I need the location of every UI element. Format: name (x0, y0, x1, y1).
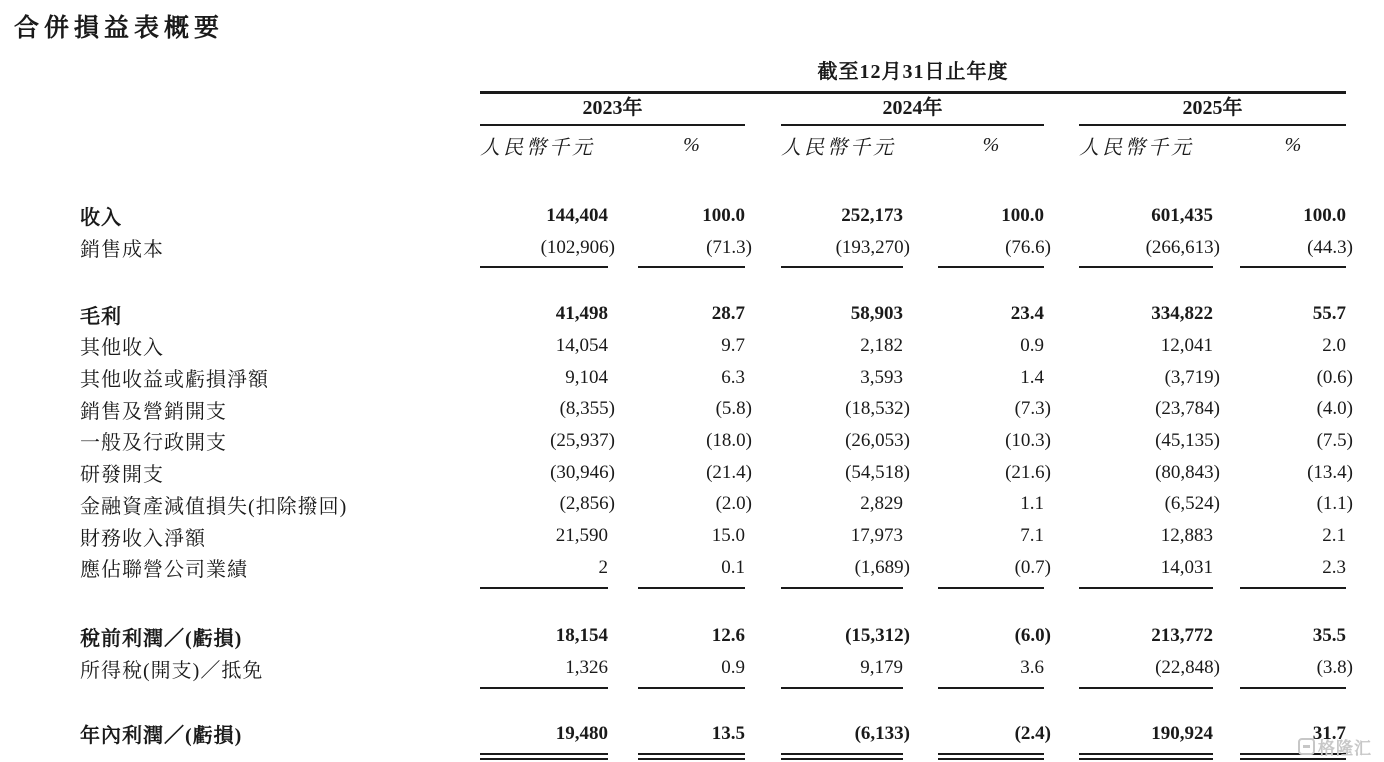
cell-value: (8,355) (559, 398, 615, 420)
cell-value: 28.7 (711, 303, 745, 325)
single-rule (638, 587, 745, 591)
period-span-header: 截至12月31日止年度 (480, 55, 1346, 94)
table-body (80, 200, 1353, 760)
single-rule (938, 587, 1044, 591)
single-rule-row (80, 266, 1346, 270)
double-rule (480, 753, 608, 760)
watermark-text: 格隆汇 (1318, 739, 1372, 758)
single-rule (781, 266, 903, 270)
table-span-header-row (80, 60, 1346, 94)
single-rule (480, 266, 608, 270)
table-column-header-row (80, 126, 1346, 160)
cell-value: 100.0 (702, 204, 745, 226)
cell-value: 23.4 (1010, 303, 1044, 325)
cell-value: 1.1 (1020, 493, 1044, 515)
cell-value: 190,924 (1151, 722, 1213, 744)
cell-value: (2,856) (559, 493, 615, 515)
cell-value: (6,524) (1164, 493, 1220, 515)
rule-spacer (80, 266, 480, 270)
cell-value: 9.7 (721, 334, 745, 356)
cell-value: 213,772 (1151, 625, 1213, 647)
double-rule-row (80, 753, 1346, 760)
single-rule (1079, 266, 1213, 270)
cell-value: 2.3 (1322, 556, 1346, 578)
cell-value: 100.0 (1303, 204, 1346, 226)
row-label: 稅前利潤／(虧損) (80, 627, 243, 650)
table-row (80, 520, 1346, 552)
cell-value: 18,154 (555, 625, 608, 647)
single-rule (1240, 687, 1346, 691)
cell-value: 2,829 (860, 493, 903, 515)
row-label: 財務收入淨額 (80, 527, 206, 550)
cell-value: (71.3) (706, 236, 752, 258)
single-rule (480, 587, 608, 591)
cell-value: (193,270) (835, 236, 910, 258)
cell-value: 2.0 (1322, 334, 1346, 356)
table-row (80, 652, 1353, 684)
cell-value: 252,173 (841, 204, 903, 226)
cell-value: (6,133) (854, 722, 910, 744)
cell-value: (102,906) (540, 236, 615, 258)
cell-value: 13.5 (711, 722, 745, 744)
cell-value: (23,784) (1155, 398, 1220, 420)
gelonghui-logo-icon (1298, 738, 1315, 755)
cell-value: 21,590 (555, 525, 608, 547)
table-row (80, 425, 1353, 457)
row-label: 金融資產減值損失(扣除撥回) (80, 495, 348, 518)
cell-value: (80,843) (1155, 461, 1220, 483)
row-label: 其他收入 (80, 337, 164, 360)
cell-value: 3.6 (1020, 657, 1044, 679)
table-row (80, 621, 1346, 653)
cell-value: 17,973 (850, 525, 903, 547)
row-label: 收入 (80, 207, 122, 230)
cell-value: (2.4) (1014, 722, 1051, 744)
table-row (80, 552, 1346, 584)
cell-value: (18.0) (706, 429, 752, 451)
cell-value: (44.3) (1307, 236, 1353, 258)
cell-value: (1,689) (854, 556, 910, 578)
cell-value: 9,104 (565, 366, 608, 388)
single-rule-row (80, 687, 1346, 691)
single-rule (1079, 587, 1213, 591)
cell-value: (1.1) (1316, 493, 1353, 515)
cell-value: 19,480 (555, 722, 608, 744)
cell-value: 58,903 (850, 303, 903, 325)
cell-value: 12.6 (711, 625, 745, 647)
cell-value: 9,179 (860, 657, 903, 679)
cell-value: 15.0 (711, 525, 745, 547)
double-rule (638, 753, 745, 760)
percent-header-2025: % (1284, 133, 1302, 156)
double-rule (1079, 753, 1213, 760)
page-title: 合併損益表概要 (14, 15, 225, 42)
cell-value: 12,883 (1160, 525, 1213, 547)
cell-value: (3.8) (1316, 657, 1353, 679)
year-header-2025: 2025年 (1079, 91, 1346, 126)
rule-spacer (80, 687, 480, 691)
income-statement-table (80, 60, 1353, 760)
cell-value: (4.0) (1316, 398, 1353, 420)
cell-value: 41,498 (555, 303, 608, 325)
gelonghui-watermark (1298, 734, 1372, 759)
cell-value: (21.6) (1005, 461, 1051, 483)
cell-value: (54,518) (845, 461, 910, 483)
cell-value: (15,312) (845, 625, 910, 647)
cell-value: (0.6) (1316, 366, 1353, 388)
table-row (80, 457, 1353, 489)
cell-value: 31.7 (1312, 722, 1346, 744)
cell-value: (7.3) (1014, 398, 1051, 420)
single-rule (781, 687, 903, 691)
table-row (80, 330, 1346, 362)
row-label: 一般及行政開支 (80, 432, 227, 455)
single-rule (480, 687, 608, 691)
row-label: 銷售成本 (80, 239, 164, 262)
double-rule (781, 753, 903, 760)
single-rule (781, 587, 903, 591)
percent-header-2023: % (683, 133, 700, 156)
table-row (80, 489, 1353, 521)
single-rule (938, 687, 1044, 691)
single-rule-row (80, 587, 1346, 591)
cell-value: 12,041 (1160, 334, 1213, 356)
unit-header-2024: 人民幣千元 (781, 136, 896, 159)
cell-value: 100.0 (1001, 204, 1044, 226)
single-rule (1240, 587, 1346, 591)
single-rule (638, 266, 745, 270)
table-year-header-row (80, 94, 1346, 126)
cell-value: (22,848) (1155, 657, 1220, 679)
rule-spacer (80, 753, 480, 760)
single-rule (938, 266, 1044, 270)
row-label: 其他收益或虧損淨額 (80, 369, 269, 392)
percent-header-2024: % (982, 133, 1000, 156)
cell-value: 0.1 (721, 556, 745, 578)
cell-value: 0.9 (721, 657, 745, 679)
cell-value: (5.8) (715, 398, 752, 420)
cell-value: 2.1 (1322, 525, 1346, 547)
cell-value: 0.9 (1020, 334, 1044, 356)
double-rule (938, 753, 1044, 760)
row-label: 毛利 (80, 305, 122, 328)
row-label: 銷售及營銷開支 (80, 400, 227, 423)
cell-value: 1,326 (565, 657, 608, 679)
table-row (80, 200, 1346, 232)
cell-value: (7.5) (1316, 429, 1353, 451)
cell-value: 55.7 (1312, 303, 1346, 325)
unit-header-2023: 人民幣千元 (480, 136, 595, 159)
single-rule (1240, 266, 1346, 270)
table-row (80, 393, 1353, 425)
rule-spacer (80, 587, 480, 591)
cell-value: (13.4) (1307, 461, 1353, 483)
unit-header-2025: 人民幣千元 (1079, 136, 1194, 159)
cell-value: (6.0) (1014, 625, 1051, 647)
cell-value: (18,532) (845, 398, 910, 420)
cell-value: 601,435 (1151, 204, 1213, 226)
single-rule (1079, 687, 1213, 691)
cell-value: 14,054 (555, 334, 608, 356)
cell-value: 35.5 (1312, 625, 1346, 647)
table-row (80, 362, 1353, 394)
row-label: 所得稅(開支)／抵免 (80, 659, 264, 682)
cell-value: (21.4) (706, 461, 752, 483)
cell-value: (10.3) (1005, 429, 1051, 451)
cell-value: 334,822 (1151, 303, 1213, 325)
cell-value: 2,182 (860, 334, 903, 356)
table-row (80, 298, 1346, 330)
cell-value: 7.1 (1020, 525, 1044, 547)
year-header-2024: 2024年 (781, 91, 1044, 126)
cell-value: (2.0) (715, 493, 752, 515)
cell-value: (76.6) (1005, 236, 1051, 258)
cell-value: (30,946) (550, 461, 615, 483)
single-rule (638, 687, 745, 691)
cell-value: 144,404 (546, 204, 608, 226)
cell-value: (45,135) (1155, 429, 1220, 451)
year-header-2023: 2023年 (480, 91, 745, 126)
cell-value: (266,613) (1145, 236, 1220, 258)
row-label: 研發開支 (80, 464, 164, 487)
cell-value: 2 (598, 556, 608, 578)
cell-value: (3,719) (1164, 366, 1220, 388)
cell-value: (25,937) (550, 429, 615, 451)
table-row (80, 718, 1346, 750)
cell-value: 6.3 (721, 366, 745, 388)
table-row (80, 232, 1353, 264)
cell-value: 1.4 (1020, 366, 1044, 388)
row-label: 年內利潤／(虧損) (80, 725, 243, 748)
cell-value: (0.7) (1014, 556, 1051, 578)
cell-value: (26,053) (845, 429, 910, 451)
cell-value: 14,031 (1160, 556, 1213, 578)
row-label: 應佔聯營公司業績 (80, 559, 248, 582)
cell-value: 3,593 (860, 366, 903, 388)
